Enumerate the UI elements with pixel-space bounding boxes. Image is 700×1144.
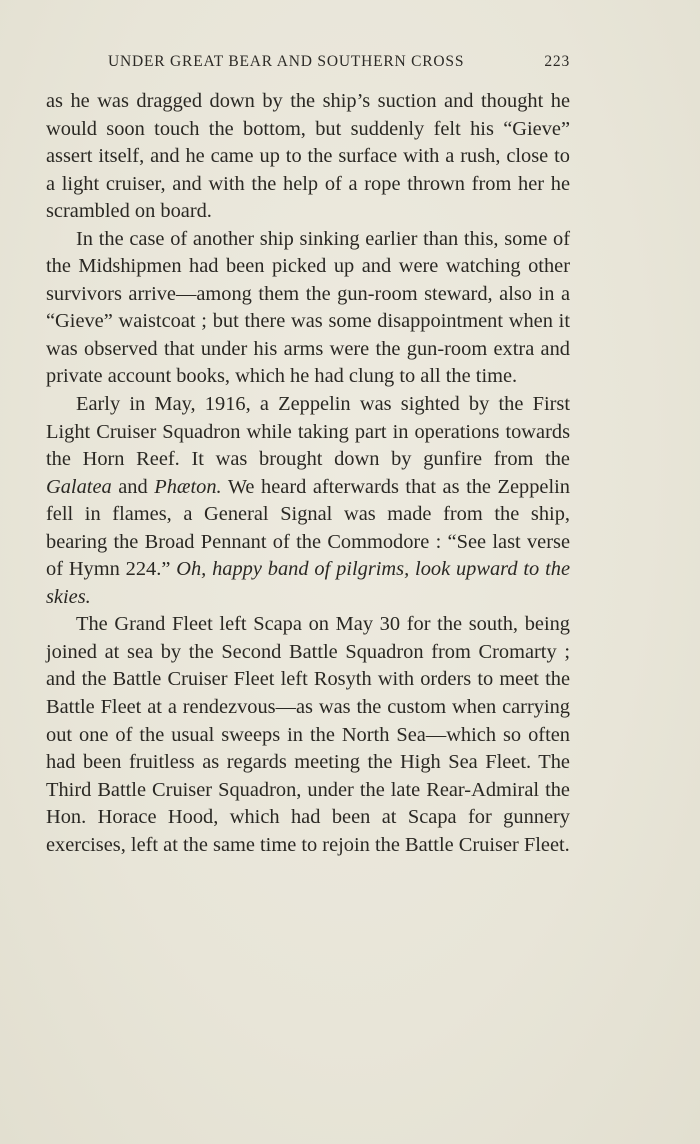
running-head-title: UNDER GREAT BEAR AND SOUTHERN CROSS	[108, 53, 465, 70]
paragraph	[46, 391, 570, 611]
paragraph	[46, 88, 570, 226]
hymn-quote-italic: Oh, happy band of pilgrims, look upward to the skies.	[46, 558, 570, 608]
ship-name-italic: Phæton.	[154, 475, 222, 498]
paragraph-text: as he was dragged down by the ship’s suction and thought he would soon touch the bottom, but suddenly felt his “Gieve” assert itself, and he came up to the surface with a rush, close to a light cruiser, and with the help of a rope thrown from her he scrambled on board.	[46, 90, 570, 223]
ship-name-italic: Galatea	[46, 475, 112, 498]
body-text	[46, 88, 570, 859]
paragraph-text: and	[111, 475, 155, 498]
paragraph-text: The Grand Fleet left Scapa on May 30 for the south, being joined at sea by the Second Battle Squadron from Cromarty ; and the Battle Cruiser Fleet left Rosyth with orders to meet the Battle Fleet at a rendezvous—as was the custom when carrying out one of the usual sweeps in the North Sea—which so often had been fruitless as regards meeting the High Sea Fleet. The Third Battle Cruiser Squadron, under the late Rear-Admiral the Hon. Horace Hood, which had been at Scapa for gunnery exercises, left at the same time to rejoin the Battle Cruiser Fleet.	[46, 613, 570, 856]
paragraph	[46, 611, 570, 859]
paragraph-text: Early in May, 1916, a Zeppelin was sighted by the First Light Cruiser Squadron while taking part in operations towards the Horn Reef. It was brought down by gunfire from the	[46, 393, 570, 471]
page-number: 223	[544, 53, 570, 70]
paragraph-text: We heard afterwards that as the Zeppelin fell in flames, a General Signal was made from the ship, bearing the Broad Pennant of the Commodore : “See last verse of Hymn 224.”	[46, 475, 570, 581]
paragraph	[46, 226, 570, 391]
paragraph-text: In the case of another ship sinking earlier than this, some of the Midshipmen had been picked up and were watching other survivors arrive—among them the gun-room steward, also in a “Gieve” waistcoat ; but there was some disappointment when it was observed that under his arms were the gun-room extra and private account books, which he had clung to all the time.	[46, 227, 570, 388]
running-head	[46, 53, 570, 77]
